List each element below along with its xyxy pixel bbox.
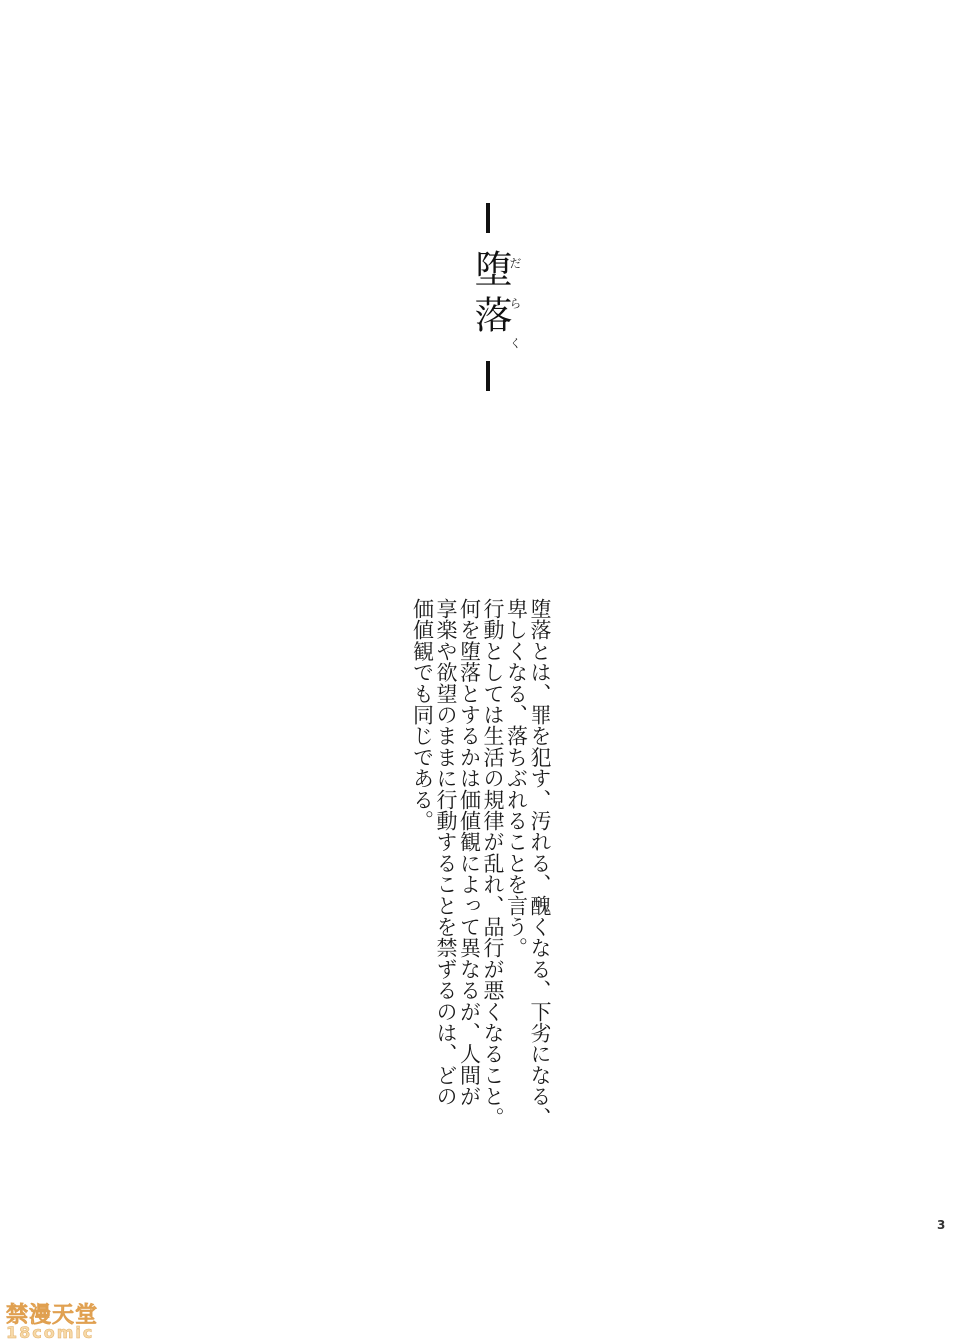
chapter-title-ruby: だらく	[508, 257, 522, 377]
body-line: 享楽や欲望のままに行動することを禁ずるのは、どの	[434, 598, 458, 1107]
body-paragraph	[410, 598, 551, 1158]
watermark-logo	[2, 1298, 114, 1342]
watermark-logo-title: 禁漫天堂	[6, 1303, 99, 1328]
page-number: 3	[937, 1218, 946, 1232]
title-bottom-bar	[486, 361, 490, 391]
body-line: 卑しくなる、落ちぶれることを言う。	[504, 598, 529, 959]
chapter-title: 堕落	[468, 249, 512, 341]
body-line: 何を堕落とするかは価値観によって異なるが、人間が	[457, 598, 482, 1107]
watermark-logo-subtitle: 18comic	[6, 1323, 95, 1342]
body-line: 行動としては生活の規律が乱れ、品行が悪くなること。	[481, 598, 505, 1128]
chapter-title-block	[462, 203, 532, 393]
body-line: 堕落とは、罪を犯す、汚れる、醜くなる、下劣になる、	[528, 598, 552, 1128]
body-line: 価値観でも同じである。	[410, 598, 435, 832]
title-top-bar	[486, 203, 490, 233]
